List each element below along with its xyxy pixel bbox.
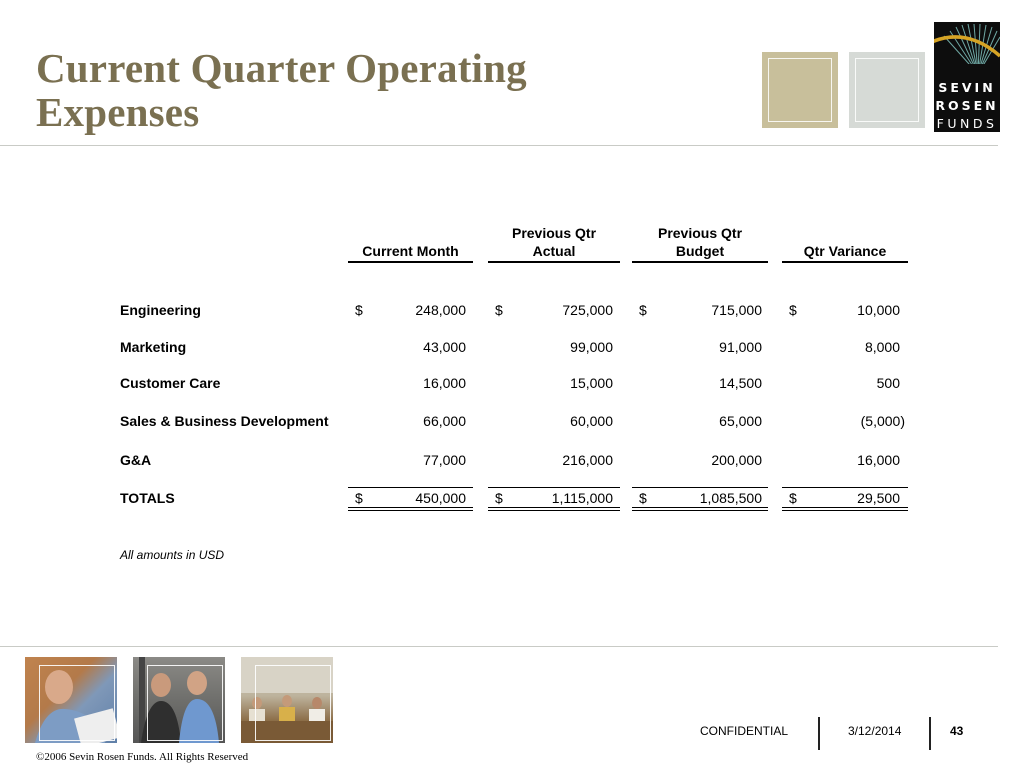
footer-divider — [0, 646, 998, 647]
header-underline — [632, 261, 768, 263]
currency-symbol: $ — [639, 490, 647, 506]
currency-symbol: $ — [355, 302, 363, 318]
value-qtr-variance: 10,000 — [857, 302, 900, 318]
header-prev-qtr-actual: Previous Qtr Actual — [511, 225, 597, 259]
logo-word-rosen: ROSEN — [935, 98, 999, 113]
value-current-month: 43,000 — [423, 339, 466, 355]
value-qtr-variance: 16,000 — [857, 452, 900, 468]
logo-word-sevin: SEVIN — [938, 80, 996, 95]
value-qtr-variance: 500 — [876, 375, 900, 391]
photo-man-at-desk — [25, 657, 117, 743]
header-qtr-variance: Qtr Variance — [803, 243, 887, 259]
value-prev-qtr-budget: 1,085,500 — [699, 490, 762, 506]
totals-top-rule — [348, 487, 473, 488]
row-label: G&A — [120, 452, 152, 468]
sevin-rosen-logo — [934, 22, 1000, 132]
totals-double-rule — [782, 507, 908, 508]
confidential-label: CONFIDENTIAL — [700, 724, 789, 738]
value-prev-qtr-actual: 725,000 — [562, 302, 613, 318]
photo-meeting-room — [241, 657, 333, 743]
value-current-month: 77,000 — [423, 452, 466, 468]
totals-double-rule — [632, 507, 768, 508]
totals-double-rule — [488, 510, 620, 511]
value-qtr-variance: 29,500 — [857, 490, 900, 506]
value-prev-qtr-actual: 15,000 — [570, 375, 613, 391]
value-prev-qtr-budget: 14,500 — [719, 375, 762, 391]
copyright-notice: ©2006 Sevin Rosen Funds. All Rights Reserved — [36, 751, 249, 763]
decorative-tan-square — [762, 52, 838, 128]
header-underline — [488, 261, 620, 263]
totals-top-rule — [782, 487, 908, 488]
header-current-month: Current Month — [362, 243, 459, 259]
totals-top-rule — [488, 487, 620, 488]
value-prev-qtr-budget: 200,000 — [711, 452, 762, 468]
currency-symbol: $ — [495, 490, 503, 506]
value-current-month: 450,000 — [415, 490, 466, 506]
value-prev-qtr-budget: 91,000 — [719, 339, 762, 355]
row-label: Marketing — [120, 339, 187, 355]
totals-double-rule — [348, 510, 473, 511]
photo-men-handshake — [133, 657, 225, 743]
header-underline — [782, 261, 908, 263]
currency-symbol: $ — [355, 490, 363, 506]
title-line-2: Expenses — [36, 89, 200, 135]
totals-top-rule — [632, 487, 768, 488]
currency-symbol: $ — [789, 490, 797, 506]
value-qtr-variance: (5,000) — [860, 413, 905, 429]
row-label: Customer Care — [120, 375, 221, 391]
totals-double-rule — [782, 510, 908, 511]
currency-symbol: $ — [789, 302, 797, 318]
value-prev-qtr-budget: 65,000 — [719, 413, 762, 429]
currency-symbol: $ — [639, 302, 647, 318]
header-underline — [348, 261, 473, 263]
value-current-month: 16,000 — [423, 375, 466, 391]
totals-double-rule — [488, 507, 620, 508]
footer-separator — [818, 717, 820, 750]
totals-double-rule — [348, 507, 473, 508]
row-label: Sales & Business Development — [120, 413, 329, 429]
page-number: 43 — [950, 724, 964, 738]
value-qtr-variance: 8,000 — [864, 339, 900, 355]
slide-date: 3/12/2014 — [848, 724, 902, 738]
page-title — [36, 46, 527, 134]
title-divider — [0, 145, 998, 146]
decorative-gray-square — [849, 52, 925, 128]
value-current-month: 66,000 — [423, 413, 466, 429]
value-prev-qtr-budget: 715,000 — [711, 302, 762, 318]
sunburst-icon — [934, 22, 1000, 82]
value-current-month: 248,000 — [415, 302, 466, 318]
value-prev-qtr-actual: 99,000 — [570, 339, 613, 355]
value-prev-qtr-actual: 1,115,000 — [551, 490, 613, 506]
currency-symbol: $ — [495, 302, 503, 318]
logo-word-funds: FUNDS — [936, 116, 998, 131]
footer-separator — [929, 717, 931, 750]
totals-double-rule — [632, 510, 768, 511]
currency-note: All amounts in USD — [120, 548, 225, 562]
row-label: TOTALS — [120, 490, 175, 506]
header-prev-qtr-budget: Previous Qtr Budget — [657, 225, 743, 259]
title-line-1: Current Quarter Operating — [36, 45, 527, 91]
value-prev-qtr-actual: 216,000 — [562, 452, 613, 468]
value-prev-qtr-actual: 60,000 — [570, 413, 613, 429]
row-label: Engineering — [120, 302, 201, 318]
